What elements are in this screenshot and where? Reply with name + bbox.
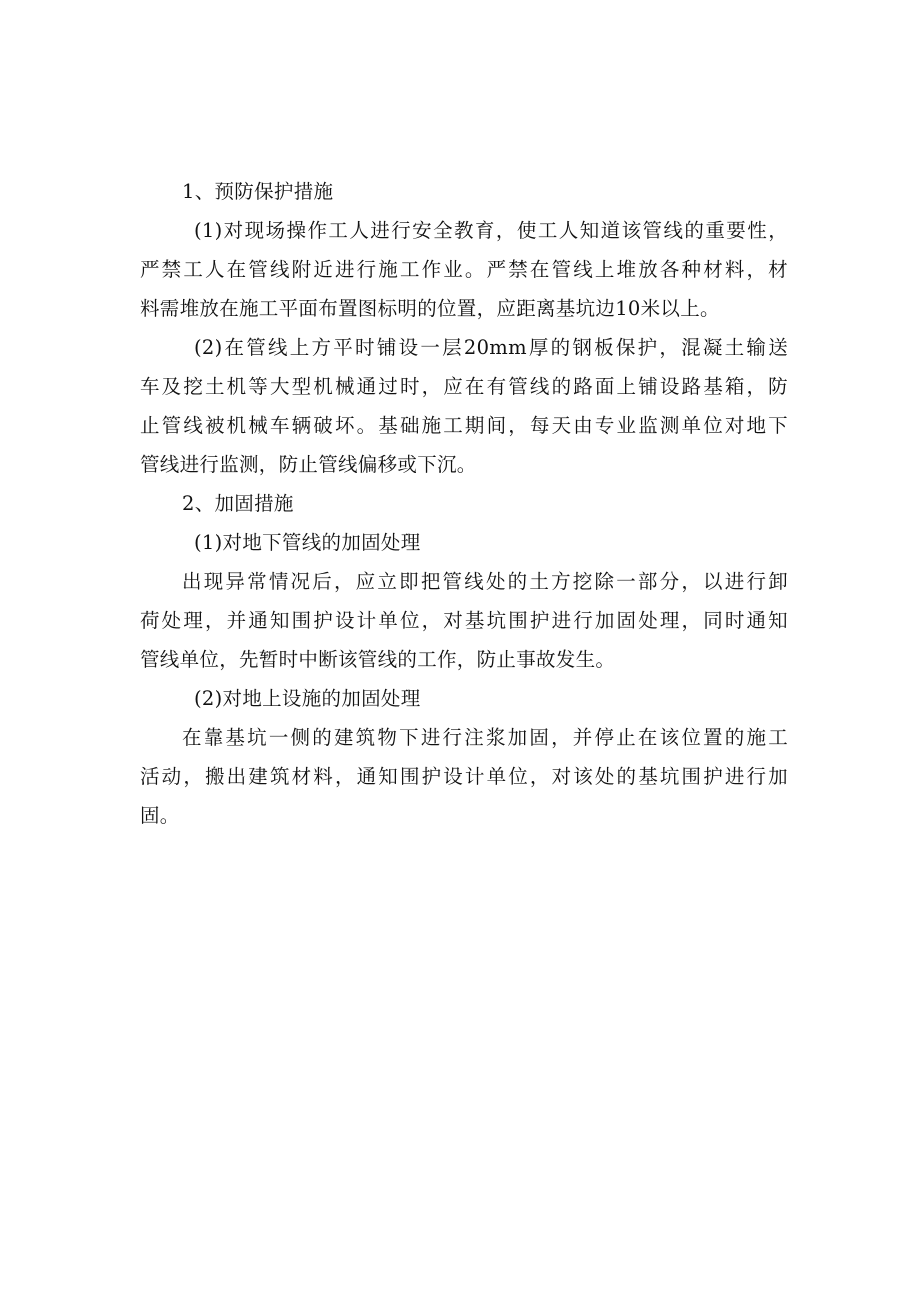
paragraph-aboveground: [140, 718, 788, 835]
section-heading-prevention: 1、预防保护措施: [182, 180, 334, 203]
paragraph-line: 严禁工人在管线附近进行施工作业。严禁在管线上堆放各种材料，材: [140, 258, 788, 281]
paragraph-line: (2)在管线上方平时铺设一层20mm厚的钢板保护，混凝土输送: [194, 336, 788, 359]
paragraph-line: 车及挖土机等大型机械通过时，应在有管线的路面上铺设路基箱，防: [140, 375, 788, 398]
paragraph-line: 荷处理，并通知围护设计单位，对基坑围护进行加固处理，同时通知: [140, 609, 788, 632]
paragraph-underground: [140, 562, 788, 679]
paragraph-line: 止管线被机械车辆破坏。基础施工期间，每天由专业监测单位对地下: [140, 414, 788, 437]
section-heading-reinforcement: 2、加固措施: [182, 492, 294, 515]
paragraph-line: 活动，搬出建筑材料，通知围护设计单位，对该处的基坑围护进行加: [140, 765, 788, 788]
subsection-title-aboveground: (2)对地上设施的加固处理: [194, 687, 421, 710]
subsection-title-underground: (1)对地下管线的加固处理: [194, 531, 421, 554]
paragraph-line: 管线进行监测，防止管线偏移或下沉。: [140, 453, 477, 476]
paragraph-line: 管线单位，先暂时中断该管线的工作，防止事故发生。: [140, 648, 616, 671]
paragraph-line: 固。: [140, 804, 180, 827]
paragraph-item-1: [140, 211, 788, 328]
paragraph-line: 出现异常情况后，应立即把管线处的土方挖除一部分，以进行卸: [182, 570, 788, 593]
paragraph-item-2: [140, 328, 788, 484]
paragraph-line: 在靠基坑一侧的建筑物下进行注浆加固，并停止在该位置的施工: [182, 726, 788, 749]
document-body: [140, 172, 788, 835]
paragraph-line: 料需堆放在施工平面布置图标明的位置，应距离基坑边10米以上。: [140, 297, 720, 320]
paragraph-line: (1)对现场操作工人进行安全教育，使工人知道该管线的重要性，: [194, 219, 788, 242]
